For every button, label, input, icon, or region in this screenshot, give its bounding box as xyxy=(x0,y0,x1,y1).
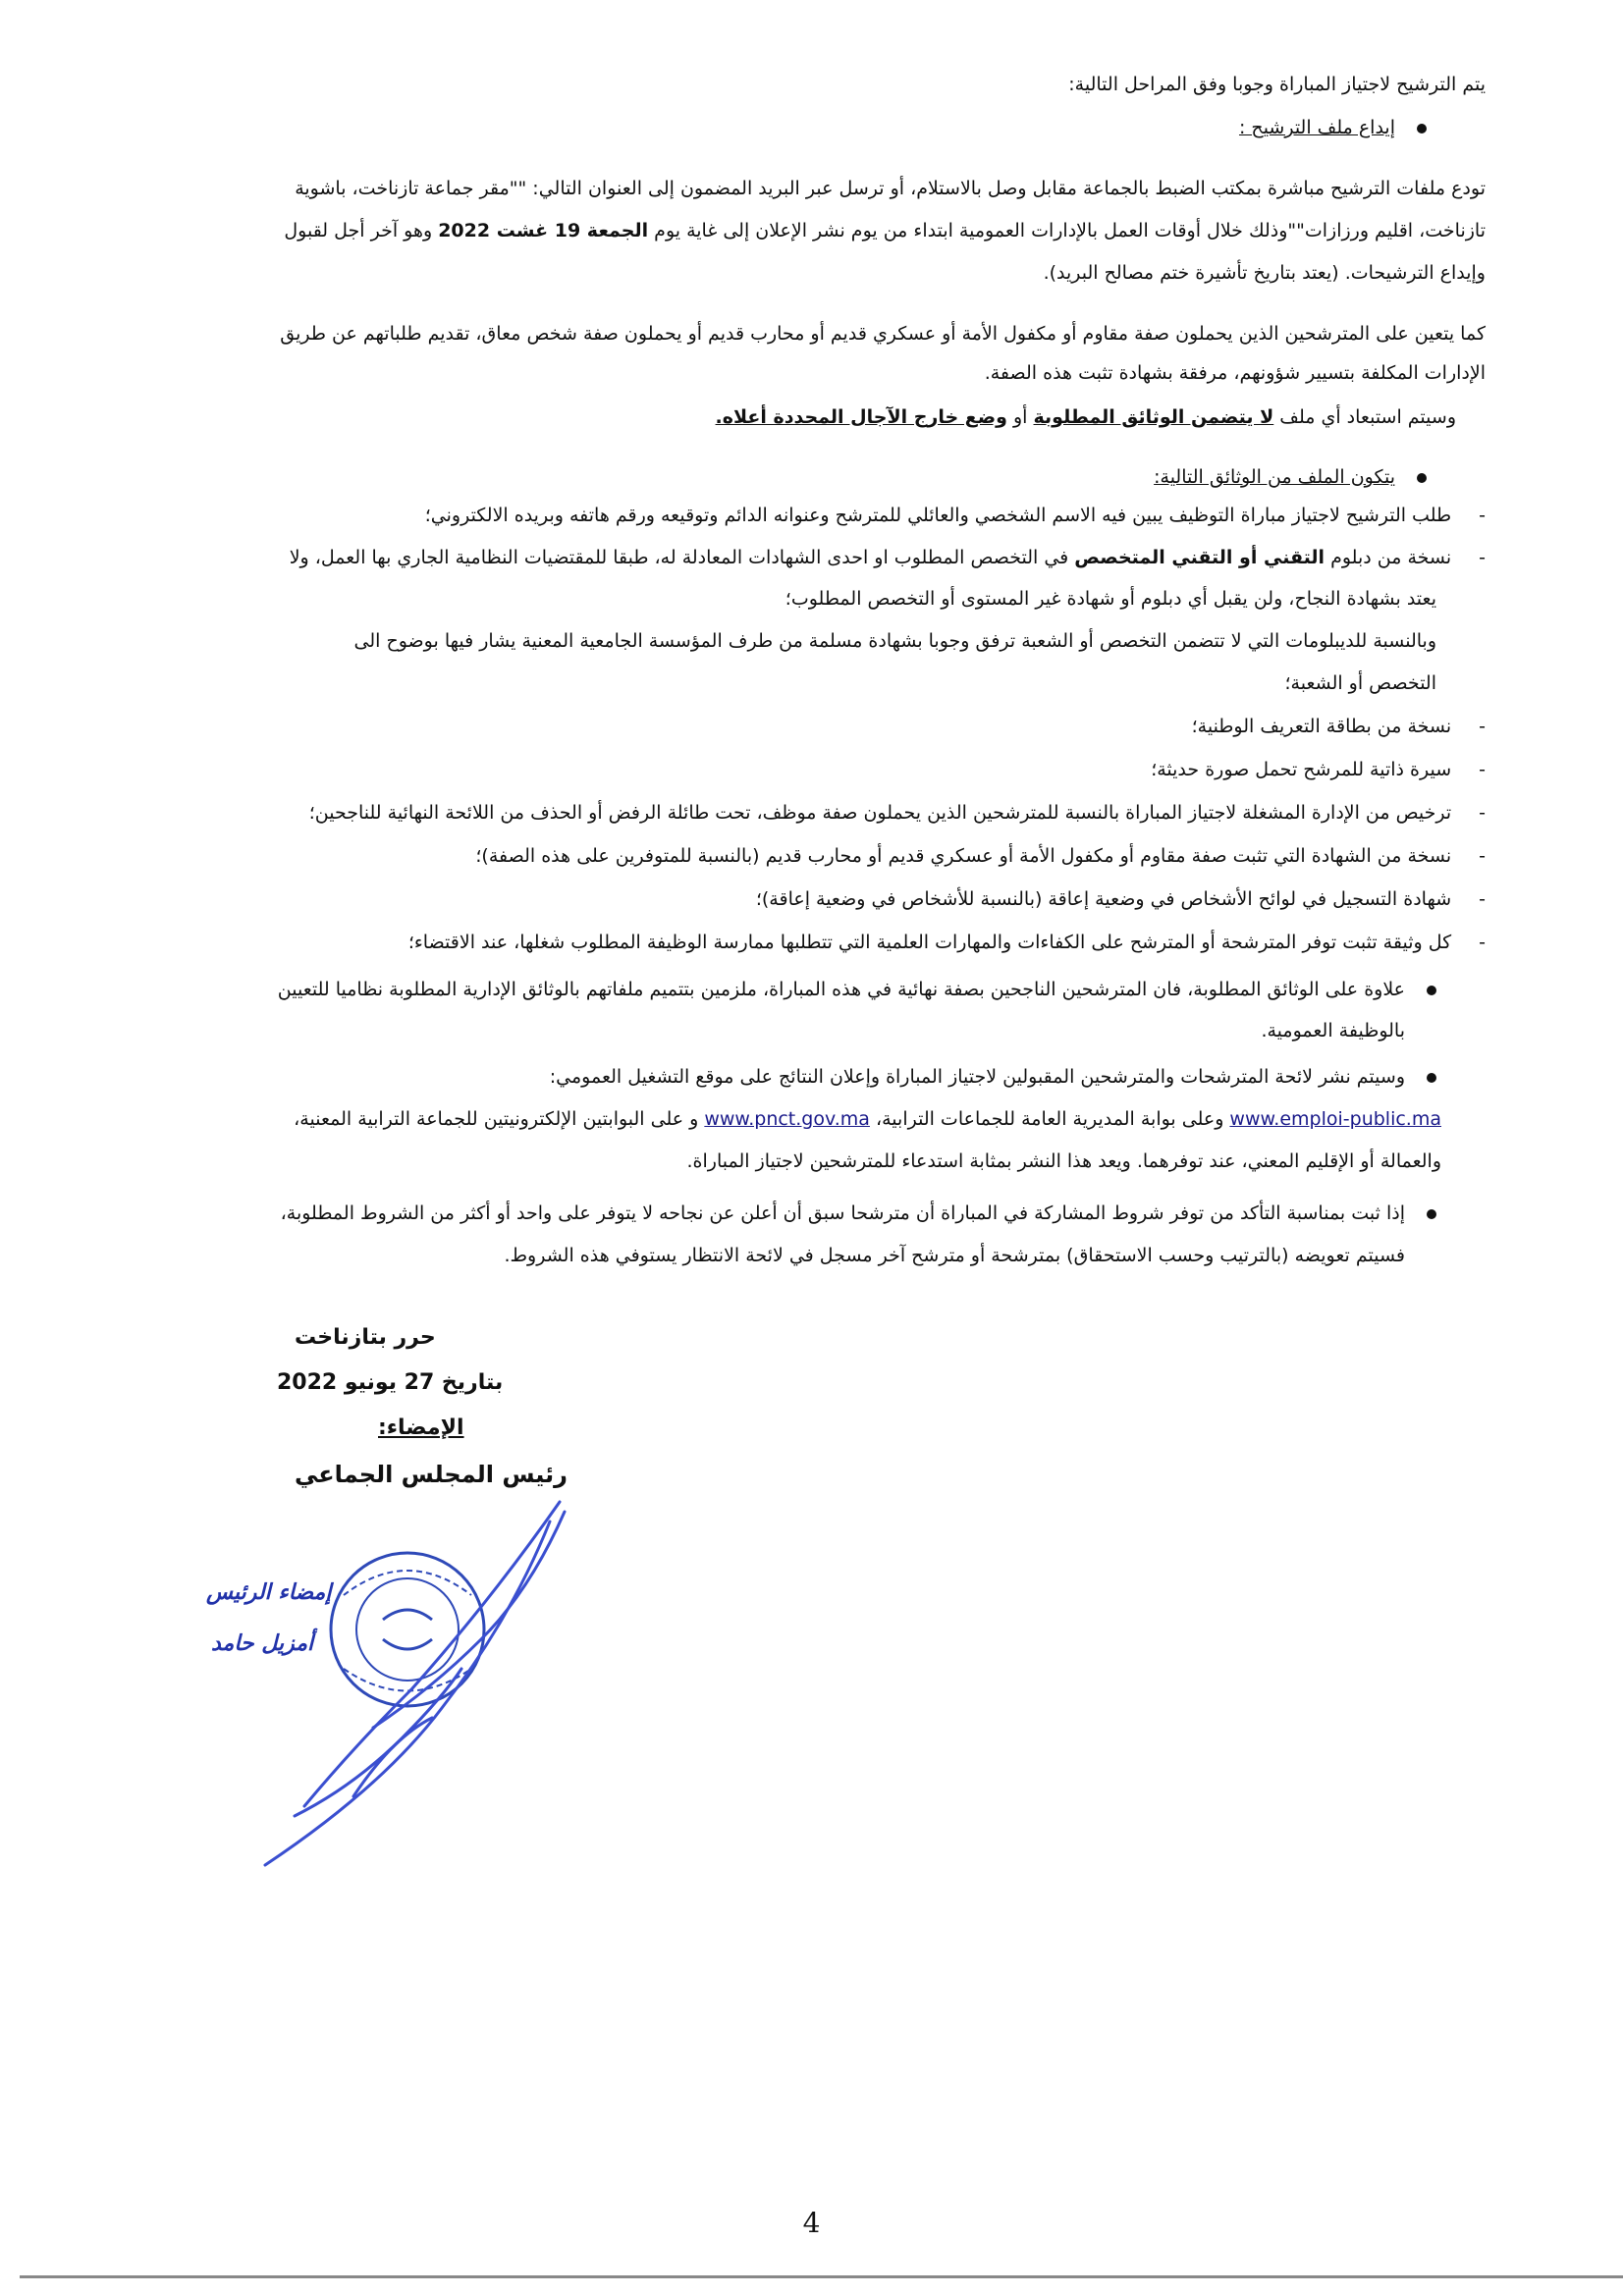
doc-text-2-l2: يعتد بشهادة النجاح، ولن يقبل أي دبلوم أو شهادة غير المستوى أو التخصص المطلوب؛ xyxy=(784,588,1436,610)
page-number: 4 xyxy=(802,2207,821,2239)
special-line-1 xyxy=(280,314,1486,353)
bullet-icon xyxy=(1427,986,1436,995)
note-2-line-2 xyxy=(294,1099,1441,1139)
doc-text-2a: نسخة من دبلوم xyxy=(1325,547,1452,568)
exclusion-text-d: وضع خارج الآجال المحددة أعلاه. xyxy=(715,406,1007,428)
exclusion-text-b: لا يتضمن الوثائق المطلوبة xyxy=(1033,406,1274,428)
deposit-text-1: تودع ملفات الترشيح مباشرة بمكتب الضبط بالجماعة مقابل وصل بالاستلام، أو ترسل عبر البريد المضمون إلى العنوان التالي: ""مقر جماعة تازناخت، باشوية xyxy=(295,178,1486,199)
note-1-text-1: علاوة على الوثائق المطلوبة، فان المترشحين الناجحين بصفة نهائية في هذه المباراة، ملزمين بتتميم ملفاتهم بالوثائق الإدارية المطلوبة نظاميا للتعيين xyxy=(277,979,1405,1000)
doc-text-7: شهادة التسجيل في لوائح الأشخاص في وضعية إعاقة (بالنسبة للأشخاص في وضعية إعاقة)؛ xyxy=(755,888,1452,910)
doc-text-3: نسخة من بطاقة التعريف الوطنية؛ xyxy=(1191,716,1452,737)
signature-date: بتاريخ 27 يونيو 2022 xyxy=(277,1370,504,1395)
doc-item-5: -ترخيص من الإدارة المشغلة لاجتياز المباراة بالنسبة للمترشحين الذين يحملون صفة موظف، تحت طائلة الرفض أو الحذف من اللائحة النهائية للناجحين؛ xyxy=(308,802,1486,824)
doc-note-line-2 xyxy=(1285,664,1437,703)
doc-item-2-cont xyxy=(785,579,1436,618)
emploi-public-link[interactable]: www.emploi-public.ma xyxy=(1229,1108,1441,1130)
doc-text-4: سيرة ذاتية للمرشح تحمل صورة حديثة؛ xyxy=(1151,759,1452,780)
note-1-line-2 xyxy=(1261,1011,1405,1050)
doc-text-2c: في التخصص المطلوب او احدى الشهادات المعادلة له، طبقا للمقتضيات النظامية الجاري بها العمل، ولا xyxy=(289,547,1075,568)
doc-item-3: -نسخة من بطاقة التعريف الوطنية؛ xyxy=(1191,716,1486,737)
exclusion-line xyxy=(716,398,1456,437)
stamp-name-line-1: إمضاء الرئيس xyxy=(206,1580,332,1605)
note-3-line-1 xyxy=(281,1194,1436,1233)
doc-item-8: -كل وثيقة تثبت توفر المترشحة أو المترشح على الكفاءات والمهارات العلمية التي تتطلبها ممارسة الوظيفة المطلوب شغلها، عند الاقتضاء؛ xyxy=(407,932,1486,953)
note-1-line-1 xyxy=(278,970,1436,1009)
doc-item-4: -سيرة ذاتية للمرشح تحمل صورة حديثة؛ xyxy=(1151,759,1486,780)
note-3-text-1: إذا ثبت بمناسبة التأكد من توفر شروط المشاركة في المباراة أن مترشحا سبق أن أعلن عن نجاحه لا يتوفر على واحد أو أكثر من الشروط المطلوبة، xyxy=(280,1202,1405,1224)
exclusion-text-a: وسيتم استبعاد أي ملف xyxy=(1273,406,1456,428)
note-3-line-2 xyxy=(504,1236,1405,1275)
deadline-date: الجمعة 19 غشت 2022 xyxy=(438,220,649,241)
doc-item-2: -نسخة من دبلوم التقني أو التقني المتخصص في التخصص المطلوب او احدى الشهادات المعادلة له، طبقا للمقتضيات النظامية الجاري بها العمل، ولا xyxy=(289,547,1486,568)
signature-title: رئيس المجلس الجماعي xyxy=(295,1461,568,1488)
doc-note-text-2: التخصص أو الشعبة؛ xyxy=(1284,672,1436,694)
doc-text-6: نسخة من الشهادة التي تثبت صفة مقاوم أو مكفول الأمة أو عسكري قديم أو محارب قديم (بالنسبة للمتوفرين على هذه الصفة)؛ xyxy=(475,845,1452,867)
bullet-icon xyxy=(1417,124,1427,133)
deposit-line-1 xyxy=(295,169,1486,208)
doc-note-text-1: وبالنسبة للديبلومات التي لا تتضمن التخصص أو الشعبة ترفق وجوبا بشهادة مسلمة من طرف المؤسسة الجامعية المعنية يشار فيها بوضوح الى xyxy=(353,630,1436,652)
note-2-text-1: وسيتم نشر لائحة المترشحات والمترشحين المقبولين لاجتياز المباراة وإعلان النتائج على موقع التشغيل العمومي: xyxy=(549,1066,1405,1088)
doc-text-2b: التقني أو التقني المتخصص xyxy=(1074,547,1325,568)
deposit-text-2c: وهو آخر أجل لقبول xyxy=(284,220,439,241)
signature-label: الإمضاء: xyxy=(378,1415,464,1440)
stamp-name-line-2: أمزيل حامد xyxy=(211,1631,314,1656)
bullet-icon xyxy=(1427,1073,1436,1083)
deposit-text-3: وإيداع الترشيحات. (يعتد بتاريخ تأشيرة ختم مصالح البريد). xyxy=(1043,262,1486,284)
handwritten-signature xyxy=(265,1502,565,1865)
deposit-text-2a: تازناخت، اقليم ورزازات""وذلك خلال أوقات العمل بالإدارات العمومية ابتداء من يوم نشر الإعلان إلى غاية يوم xyxy=(648,220,1486,241)
special-line-2 xyxy=(985,353,1486,393)
deposit-line-3 xyxy=(1044,253,1486,293)
exclusion-text-c: أو xyxy=(1006,406,1034,428)
deposit-heading xyxy=(1239,108,1427,147)
note-1-text-2: بالوظيفة العمومية. xyxy=(1261,1020,1405,1041)
doc-text-8: كل وثيقة تثبت توفر المترشحة أو المترشح على الكفاءات والمهارات العلمية التي تتطلبها ممارسة الوظيفة المطلوب شغلها، عند الاقتضاء؛ xyxy=(407,932,1452,953)
signature-place: حرر بتازناخت xyxy=(295,1325,436,1350)
doc-note-line-1 xyxy=(354,621,1436,661)
docs-heading xyxy=(1154,457,1427,497)
note-2-text-2d: و على البوابتين الإلكترونيتين للجماعة الترابية المعنية، xyxy=(294,1108,705,1130)
note-2-text-3: والعمالة أو الإقليم المعني، عند توفرهما. ويعد هذا النشر بمثابة استدعاء للمترشحين لاجتياز المباراة. xyxy=(686,1150,1441,1172)
intro-text: يتم الترشيح لاجتياز المباراة وجوبا وفق المراحل التالية: xyxy=(1068,74,1486,95)
bullet-icon xyxy=(1427,1209,1436,1219)
doc-item-7: -شهادة التسجيل في لوائح الأشخاص في وضعية إعاقة (بالنسبة للأشخاص في وضعية إعاقة)؛ xyxy=(755,888,1486,910)
doc-text-1: طلب الترشيح لاجتياز مباراة التوظيف يبين فيه الاسم الشخصي والعائلي للمترشح وعنوانه الدائم وتوقيعه ورقم هاتفه وبريده الالكتروني؛ xyxy=(424,505,1452,526)
bottom-border xyxy=(20,2275,1623,2278)
note-2-line-3 xyxy=(687,1142,1442,1181)
bullet-icon xyxy=(1417,473,1427,483)
note-2-line-1 xyxy=(550,1057,1436,1096)
doc-item-1: -طلب الترشيح لاجتياز مباراة التوظيف يبين فيه الاسم الشخصي والعائلي للمترشح وعنوانه الدائم وتوقيعه ورقم هاتفه وبريده الالكتروني؛ xyxy=(424,505,1486,526)
deposit-line-2 xyxy=(284,211,1486,250)
special-text-1: كما يتعين على المترشحين الذين يحملون صفة مقاوم أو مكفول الأمة أو عسكري قديم أو محارب قديم أو يحملون صفة شخص معاق، تقديم طلباتهم عن طريق xyxy=(280,323,1486,345)
docs-heading-text: يتكون الملف من الوثائق التالية: xyxy=(1154,466,1395,488)
pnct-link[interactable]: www.pnct.gov.ma xyxy=(704,1108,870,1130)
note-3-text-2: فسيتم تعويضه (بالترتيب وحسب الاستحقاق) بمترشحة أو مترشح آخر مسجل في لائحة الانتظار يستوفي هذه الشروط. xyxy=(504,1245,1405,1266)
deposit-heading-text: إيداع ملف الترشيح : xyxy=(1238,117,1395,138)
note-2-text-2b: وعلى بوابة المديرية العامة للجماعات الترابية، xyxy=(869,1108,1230,1130)
doc-item-6: -نسخة من الشهادة التي تثبت صفة مقاوم أو مكفول الأمة أو عسكري قديم أو محارب قديم (بالنسبة للمتوفرين على هذه الصفة)؛ xyxy=(475,845,1486,867)
special-text-2: الإدارات المكلفة بتسيير شؤونهم، مرفقة بشهادة تثبت هذه الصفة. xyxy=(984,362,1486,384)
signature-stamp-graphic xyxy=(236,1492,589,1885)
doc-text-5: ترخيص من الإدارة المشغلة لاجتياز المباراة بالنسبة للمترشحين الذين يحملون صفة موظف، تحت طائلة الرفض أو الحذف من اللائحة النهائية للناجحين؛ xyxy=(308,802,1452,824)
intro-line xyxy=(1068,65,1486,104)
